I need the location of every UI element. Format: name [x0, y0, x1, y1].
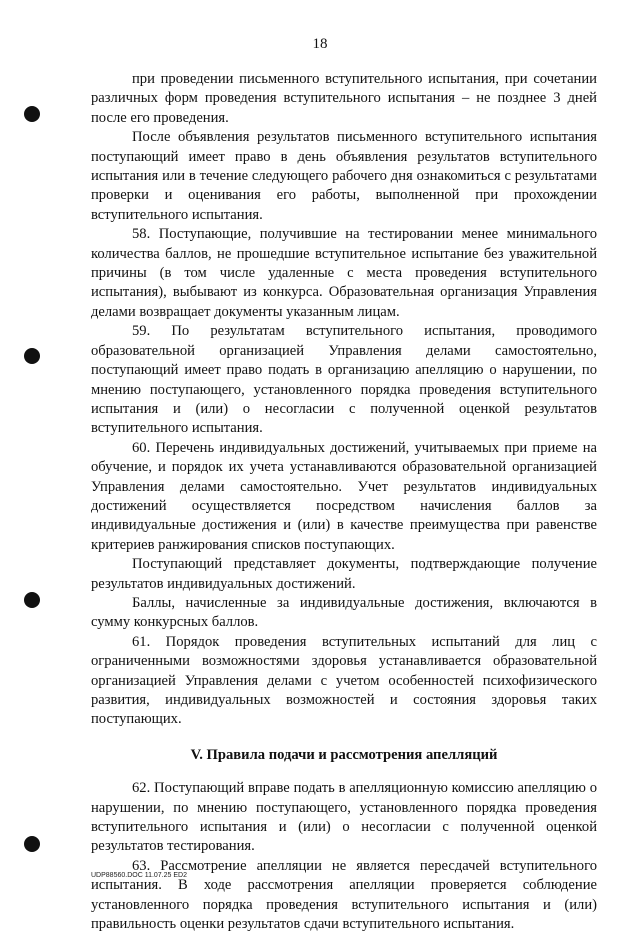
paragraph-59: 59. По результатам вступительного испытания, проводимого образовательной организацией Управления делами самостоятельно, поступающий имеет право подать в организацию апелляцию о нарушении, по мнению поступающего, установленного порядка проведения вступительного испытания и (или) о несогласии с полученной оценкой результатов вступительного испытания.	[91, 323, 597, 437]
binder-hole-mark	[24, 348, 40, 364]
document-body	[91, 70, 597, 934]
paragraph-60: 60. Перечень индивидуальных достижений, учитываемых при приеме на обучение, и порядок их учета устанавливаются образовательной организацией Управления делами самостоятельно. Учет результатов индивидуальных достижений осуществляется посредством начисления баллов за индивидуальные достижения и (или) в качестве преимущества при равенстве критериев ранжирования списков поступающих.	[91, 439, 597, 553]
paragraph-63: 63. Рассмотрение апелляции не является пересдачей вступительного испытания. В ходе рассмотрения апелляции проверяется соблюдение установленного порядка проведения вступительного испытания и (или) правильность оценки результатов сдачи вступительного испытания.	[91, 857, 597, 933]
paragraph-62: 62. Поступающий вправе подать в апелляционную комиссию апелляцию о нарушении, по мнению поступающего, установленного порядка проведения вступительного испытания и (или) о несогласии с полученной оценкой результатов тестирования.	[91, 780, 597, 855]
paragraph: После объявления результатов письменного вступительного испытания поступающий имеет право в день объявления результатов вступительного испытания или в течение следующего рабочего дня ознакомиться с результатами проверки и оценивания его работы, выполненной при прохождении вступительного испытания.	[91, 129, 597, 223]
binder-hole-mark	[24, 592, 40, 608]
paragraph: при проведении письменного вступительного испытания, при сочетании различных форм проведения вступительного испытания – не позднее 3 дней после его проведения.	[91, 71, 597, 126]
binder-hole-mark	[24, 836, 40, 852]
paragraph: Баллы, начисленные за индивидуальные достижения, включаются в сумму конкурсных баллов.	[91, 594, 597, 631]
paragraph-58: 58. Поступающие, получившие на тестировании менее минимального количества баллов, не прошедшие вступительное испытание без уважительной причины (в том числе удаленные с места проведения вступительного испытания), выбывают из конкурса. Образовательная организация Управления делами возвращает документы указанным лицам.	[91, 226, 597, 320]
page-number: 18	[312, 36, 328, 52]
binder-hole-mark	[24, 106, 40, 122]
section-heading: V. Правила подачи и рассмотрения апелляций	[190, 746, 498, 763]
document-footer: UDP88560.DOC 11.07.25 ED2	[91, 872, 187, 879]
paragraph-61: 61. Порядок проведения вступительных испытаний для лиц с ограниченными возможностями здоровья устанавливается образовательной организацией Управления делами с учетом особенностей психофизического развития, индивидуальных возможностей и состояния здоровья таких поступающих.	[91, 633, 597, 728]
paragraph: Поступающий представляет документы, подтверждающие получение результатов индивидуальных достижений.	[91, 556, 597, 592]
